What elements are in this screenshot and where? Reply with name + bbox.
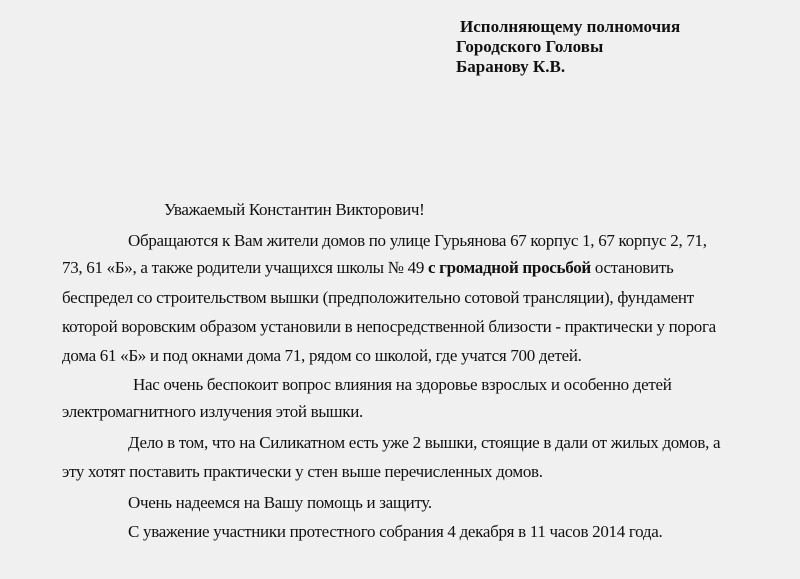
body-line: Очень надеемся на Вашу помощь и защиту. <box>128 493 432 512</box>
salutation: Уважаемый Константин Викторович! <box>164 200 425 219</box>
body-line: Нас очень беспокоит вопрос влияния на здоровье взрослых и особенно детей <box>133 375 672 394</box>
body-line: электромагнитного излучения этой вышки. <box>62 402 363 421</box>
body-line: Обращаются к Вам жители домов по улице Гурьянова 67 корпус 1, 67 корпус 2, 71, <box>128 231 707 250</box>
body-line: эту хотят поставить практически у стен выше перечисленных домов. <box>62 462 543 481</box>
body-line: Дело в том, что на Силикатном есть уже 2 вышки, стоящие в дали от жилых домов, а <box>128 433 721 452</box>
body-line <box>62 258 673 278</box>
body-line: дома 61 «Б» и под окнами дома 71, рядом со школой, где учатся 700 детей. <box>62 346 582 365</box>
body-line: беспредел со строительством вышки (предположительно сотовой трансляции), фундамент <box>62 288 694 307</box>
addressee-line: Городского Головы <box>456 37 604 56</box>
body-line: С уважение участники протестного собрания 4 декабря в 11 часов 2014 года. <box>128 522 663 541</box>
addressee-line: Исполняющему полномочия <box>460 17 681 36</box>
body-line: которой воровским образом установили в непосредственной близости - практически у порога <box>62 317 716 336</box>
text: 73, 61 «Б», а также родители учащихся школы № 49 <box>62 258 428 277</box>
text: остановить <box>590 258 674 277</box>
addressee-line: Баранову К.В. <box>456 57 566 76</box>
emphasis: с громадной просьбой <box>427 258 591 277</box>
